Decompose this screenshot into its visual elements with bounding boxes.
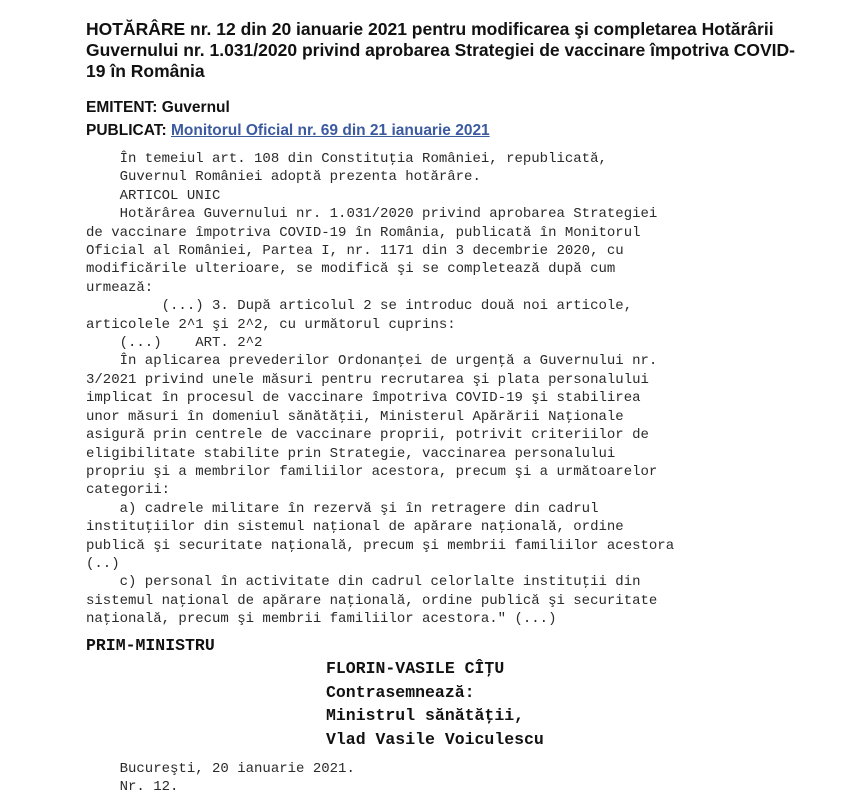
- body-line: Oficial al României, Partea I, nr. 1171 din 3 decembrie 2020, cu: [86, 243, 624, 260]
- signatory-name: FLORIN-VASILE CÎŢU: [326, 659, 505, 678]
- body-line: (..): [86, 555, 120, 572]
- body-line: Guvernul României adoptă prezenta hotărâre.: [86, 169, 481, 186]
- body-line: În temeiul art. 108 din Constituţia României, republicată,: [86, 151, 607, 167]
- body-line: naţională, precum şi membrii familiilor acestora." (...): [86, 611, 557, 628]
- signatory-block: [326, 657, 544, 751]
- monitorul-oficial-link[interactable]: Monitorul Oficial nr. 69 din 21 ianuarie 2021: [170, 122, 490, 139]
- document-body: [86, 150, 674, 629]
- emitent-label: EMITENT:: [86, 99, 158, 116]
- footer-number: Nr. 12.: [86, 779, 179, 796]
- emitent-value: Guvernul: [161, 99, 230, 116]
- emitent-line: [86, 98, 230, 117]
- signatory-title: PRIM-MINISTRU: [86, 636, 215, 655]
- body-line: sistemul naţional de apărare naţională, ordine publică şi securitate: [86, 592, 658, 609]
- body-line: c) personal în activitate din cadrul celorlalte instituţii din: [86, 574, 641, 591]
- body-line: a) cadrele militare în rezervă şi în retragere din cadrul: [86, 500, 599, 517]
- footer-place-date: Bucureşti, 20 ianuarie 2021.: [86, 761, 355, 777]
- minister-title: Ministrul sănătăţii,: [326, 706, 525, 725]
- body-line: implicat în procesul de vaccinare împotriva COVID-19 şi stabilirea: [86, 390, 641, 407]
- document-title: HOTĂRÂRE nr. 12 din 20 ianuarie 2021 pentru modificarea şi completarea Hotărârii Guvernului nr. 1.031/2020 privind aprobarea Strategiei de vaccinare împotriva COVID-19 în România: [86, 19, 796, 81]
- body-line: urmează:: [86, 279, 154, 296]
- minister-name: Vlad Vasile Voiculescu: [326, 729, 544, 749]
- body-line: categorii:: [86, 482, 171, 499]
- body-line: unor măsuri în domeniul sănătăţii, Ministerul Apărării Naţionale: [86, 408, 624, 425]
- publicat-label: PUBLICAT:: [86, 122, 167, 139]
- countersign-label: Contrasemnează:: [326, 682, 475, 702]
- document-footer: [86, 760, 355, 797]
- body-line: asigură prin centrele de vaccinare proprii, potrivit criteriilor de: [86, 427, 649, 444]
- body-line: articolele 2^1 şi 2^2, cu următorul cuprins:: [86, 316, 456, 333]
- body-line: Hotărârea Guvernului nr. 1.031/2020 privind aprobarea Strategiei: [86, 206, 658, 223]
- body-line: publică şi securitate naţională, precum şi membrii familiilor acestora: [86, 537, 675, 554]
- body-line: propriu şi a membrilor familiilor acestora, precum şi a următoarelor: [86, 463, 658, 480]
- body-line: de vaccinare împotriva COVID-19 în România, publicată în Monitorul: [86, 224, 641, 241]
- body-line: instituţiilor din sistemul naţional de apărare naţională, ordine: [86, 519, 624, 536]
- body-line: 3/2021 privind unele măsuri pentru recrutarea şi plata personalului: [86, 371, 649, 388]
- body-line: În aplicarea prevederilor Ordonanţei de urgenţă a Guvernului nr.: [86, 353, 658, 370]
- body-line: (...) 3. După articolul 2 se introduc două noi articole,: [86, 298, 633, 315]
- body-line: (...) ART. 2^2: [86, 335, 263, 352]
- publicat-line: [86, 121, 490, 140]
- body-line: eligibilitate stabilite prin Strategie, vaccinarea personalului: [86, 445, 616, 462]
- body-line: ARTICOL UNIC: [86, 187, 221, 204]
- body-line: modificările ulterioare, se modifică şi se completează după cum: [86, 261, 616, 278]
